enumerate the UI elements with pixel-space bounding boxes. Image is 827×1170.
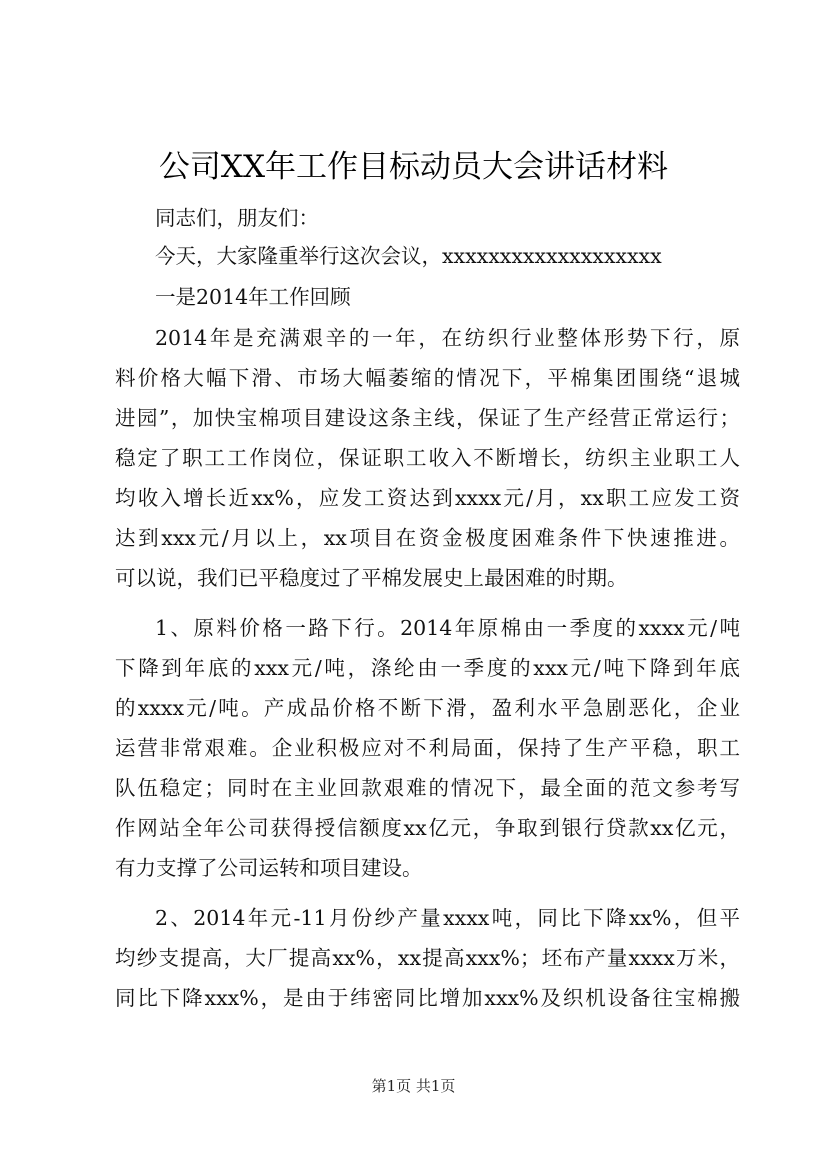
paragraph-line: 同志们，朋友们： — [155, 206, 319, 230]
paragraph-line: 今天，大家隆重举行这次会议，xxxxxxxxxxxxxxxxxxx — [155, 244, 662, 268]
paragraph-line: 进园”，加快宝棉项目建设这条主线，保证了生产经营正常运行； — [115, 406, 740, 430]
paragraph-line: 2、2014年元-11月份纱产量xxxx吨，同比下降xx%，但平 — [155, 906, 740, 930]
paragraph-line: 均收入增长近xx%，应发工资达到xxxx元/月，xx职工应发工资 — [115, 486, 740, 510]
paragraph-line: 队伍稳定；同时在主业回款艰难的情况下，最全面的范文参考写 — [115, 776, 740, 800]
paragraph-line: 有力支撑了公司运转和项目建设。 — [115, 856, 423, 880]
paragraph-line: 稳定了职工工作岗位，保证职工收入不断增长，纺织主业职工人 — [115, 446, 740, 470]
paragraph-line: 运营非常艰难。企业积极应对不利局面，保持了生产平稳，职工 — [115, 736, 740, 760]
paragraph-line: 可以说，我们已平稳度过了平棉发展史上最困难的时期。 — [115, 566, 628, 590]
section-heading: 一是2014年工作回顾 — [155, 285, 351, 309]
document-title: 公司XX年工作目标动员大会讲话材料 — [158, 149, 669, 185]
paragraph-line: 2014年是充满艰辛的一年，在纺织行业整体形势下行，原 — [155, 326, 740, 350]
paragraph-line: 1、原料价格一路下行。2014年原棉由一季度的xxxx元/吨 — [155, 616, 740, 640]
paragraph-line: 的xxxx元/吨。产成品价格不断下滑，盈利水平急剧恶化，企业 — [115, 696, 740, 720]
paragraph-line: 下降到年底的xxx元/吨，涤纶由一季度的xxx元/吨下降到年底 — [115, 656, 740, 680]
page-footer: 第1页 共1页 — [371, 1077, 456, 1095]
paragraph-line: 均纱支提高，大厂提高xx%，xx提高xxx%；坯布产量xxxx万米， — [115, 946, 740, 970]
paragraph-line: 同比下降xxx%，是由于纬密同比增加xxx%及织机设备往宝棉搬 — [115, 986, 740, 1010]
paragraph-line: 料价格大幅下滑、市场大幅萎缩的情况下，平棉集团围绕“退城 — [115, 366, 740, 390]
paragraph-line: 作网站全年公司获得授信额度xx亿元，争取到银行贷款xx亿元， — [115, 816, 740, 840]
paragraph-line: 达到xxx元/月以上，xx项目在资金极度困难条件下快速推进。 — [115, 526, 740, 550]
